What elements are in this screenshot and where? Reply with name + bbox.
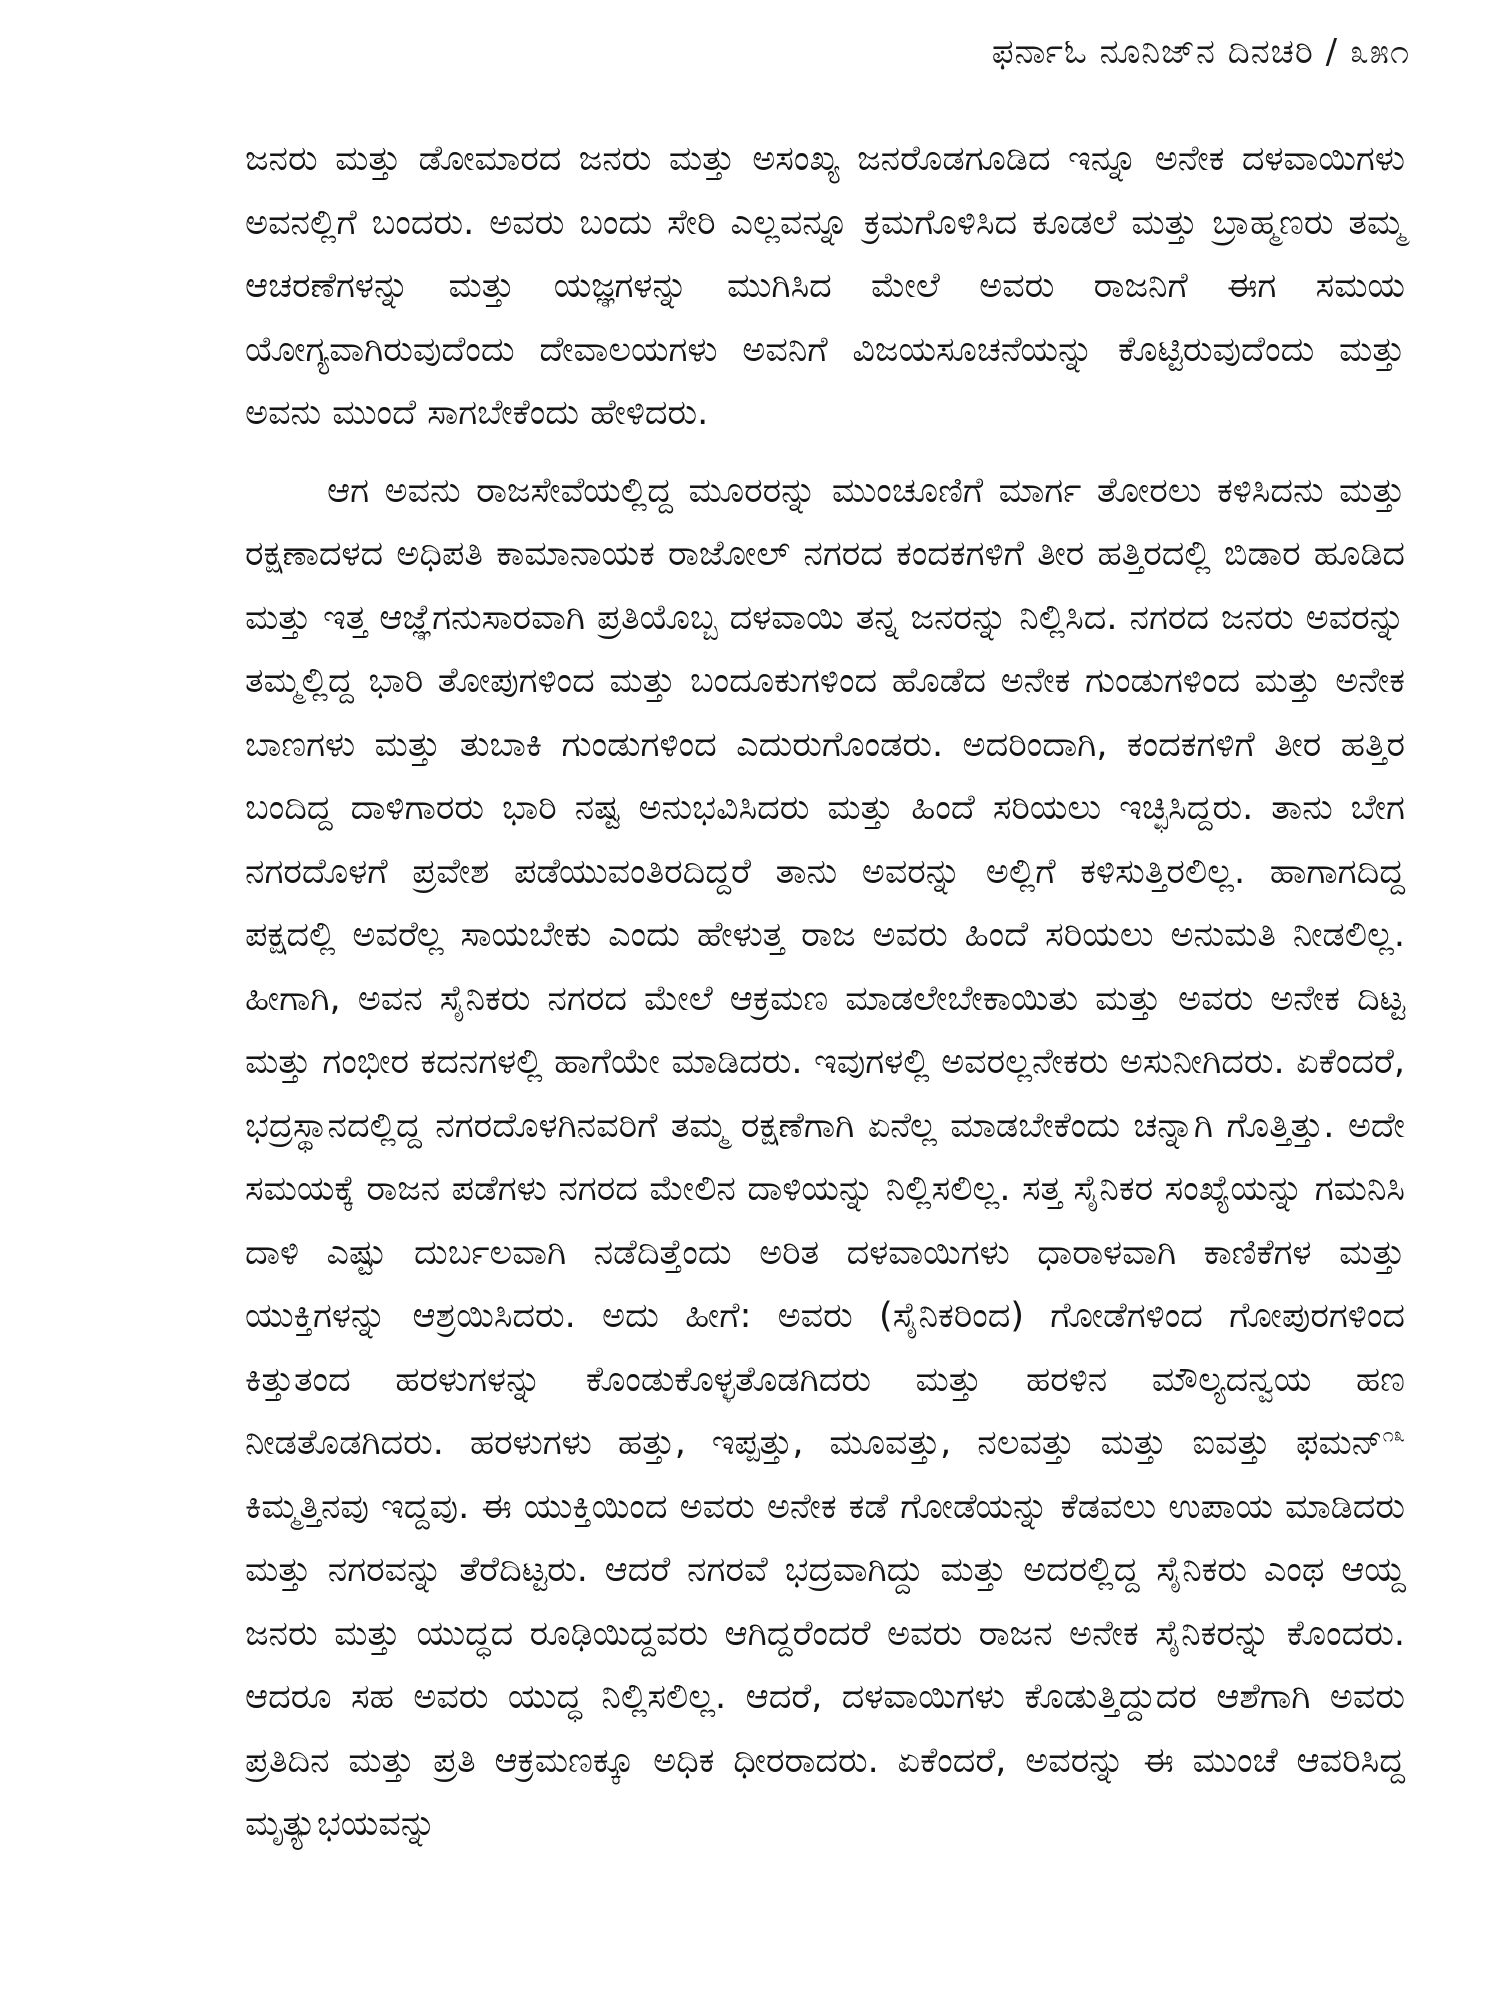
running-header: ಫರ್ನಾಓ ನೂನಿಜ್‌ನ ದಿನಚರಿ / ೩೫೧ [991,32,1410,72]
paragraph-2-text-after-note: ಕಿಮ್ಮತ್ತಿನವು ಇದ್ದವು. ಈ ಯುಕ್ತಿಯಿಂದ ಅವರು ಅನೇಕ ಕಡೆ ಗೋಡೆಯನ್ನು ಕೆಡವಲು ಉಪಾಯ ಮಾಡಿದರು ಮತ್ತು ನಗರವನ್ನು ತೆರೆದಿಟ್ಟರು. ಆದರೆ ನಗರವೆ ಭದ್ರವಾಗಿದ್ದು ಮತ್ತು ಅದರಲ್ಲಿದ್ದ ಸೈನಿಕರು ಎಂಥ ಆಯ್ದ ಜನರು ಮತ್ತು ಯುದ್ಧದ ರೂಢಿಯಿದ್ದವರು ಆಗಿದ್ದರೆಂದರೆ ಅವರು ರಾಜನ ಅನೇಕ ಸೈನಿಕರನ್ನು ಕೊಂದರು. ಆದರೂ ಸಹ ಅವರು ಯುದ್ಧ ನಿಲ್ಲಿಸಲಿಲ್ಲ. ಆದರೆ, ದಳವಾಯಿಗಳು ಕೊಡುತ್ತಿದ್ದುದರ ಆಶೆಗಾಗಿ ಅವರು ಪ್ರತಿದಿನ ಮತ್ತು ಪ್ರತಿ ಆಕ್ರಮಣಕ್ಕೂ ಅಧಿಕ ಧೀರರಾದರು. ಏಕೆಂದರೆ, ಅವರನ್ನು ಈ ಮುಂಚೆ ಆವರಿಸಿದ್ದ ಮೃತ್ಯುಭಯವನ್ನು [245,1486,1405,1844]
paragraph-2 [245,460,1405,1857]
page-body [245,128,1405,1857]
paragraph-1: ಜನರು ಮತ್ತು ಡೋಮಾರದ ಜನರು ಮತ್ತು ಅಸಂಖ್ಯ ಜನರೊಡಗೂಡಿದ ಇನ್ನೂ ಅನೇಕ ದಳವಾಯಿಗಳು ಅವನಲ್ಲಿಗೆ ಬಂದರು. ಅವರು ಬಂದು ಸೇರಿ ಎಲ್ಲವನ್ನೂ ಕ್ರಮಗೊಳಿಸಿದ ಕೂಡಲೆ ಮತ್ತು ಬ್ರಾಹ್ಮಣರು ತಮ್ಮ ಆಚರಣೆಗಳನ್ನು ಮತ್ತು ಯಜ್ಞಗಳನ್ನು ಮುಗಿಸಿದ ಮೇಲೆ ಅವರು ರಾಜನಿಗೆ ಈಗ ಸಮಯ ಯೋಗ್ಯವಾಗಿರುವುದೆಂದು ದೇವಾಲಯಗಳು ಅವನಿಗೆ ವಿಜಯಸೂಚನೆಯನ್ನು ಕೊಟ್ಟಿರುವುದೆಂದು ಮತ್ತು ಅವನು ಮುಂದೆ ಸಾಗಬೇಕೆಂದು ಹೇಳಿದರು. [245,139,1405,433]
paragraph-2-text-before-note: ಆಗ ಅವನು ರಾಜಸೇವೆಯಲ್ಲಿದ್ದ ಮೂರರನ್ನು ಮುಂಚೂಣಿಗೆ ಮಾರ್ಗ ತೋರಲು ಕಳಿಸಿದನು ಮತ್ತು ರಕ್ಷಣಾದಳದ ಅಧಿಪತಿ ಕಾಮಾನಾಯಕ ರಾಜೋಲ್ ನಗರದ ಕಂದಕಗಳಿಗೆ ತೀರ ಹತ್ತಿರದಲ್ಲಿ ಬಿಡಾರ ಹೂಡಿದ ಮತ್ತು ಇತ್ತ ಆಜ್ಞೆಗನುಸಾರವಾಗಿ ಪ್ರತಿಯೊಬ್ಬ ದಳವಾಯಿ ತನ್ನ ಜನರನ್ನು ನಿಲ್ಲಿಸಿದ. ನಗರದ ಜನರು ಅವರನ್ನು ತಮ್ಮಲ್ಲಿದ್ದ ಭಾರಿ ತೋಪುಗಳಿಂದ ಮತ್ತು ಬಂದೂಕುಗಳಿಂದ ಹೊಡೆದ ಅನೇಕ ಗುಂಡುಗಳಿಂದ ಮತ್ತು ಅನೇಕ ಬಾಣಗಳು ಮತ್ತು ತುಬಾಕಿ ಗುಂಡುಗಳಿಂದ ಎದುರುಗೊಂಡರು. ಅದರಿಂದಾಗಿ, ಕಂದಕಗಳಿಗೆ ತೀರ ಹತ್ತಿರ ಬಂದಿದ್ದ ದಾಳಿಗಾರರು ಭಾರಿ ನಷ್ಟ ಅನುಭವಿಸಿದರು ಮತ್ತು ಹಿಂದೆ ಸರಿಯಲು ಇಚ್ಛಿಸಿದ್ದರು. ತಾನು ಬೇಗ ನಗರದೊಳಗೆ ಪ್ರವೇಶ ಪಡೆಯುವಂತಿರದಿದ್ದರೆ ತಾನು ಅವರನ್ನು ಅಲ್ಲಿಗೆ ಕಳಿಸುತ್ತಿರಲಿಲ್ಲ. ಹಾಗಾಗದಿದ್ದ ಪಕ್ಷದಲ್ಲಿ ಅವರೆಲ್ಲ ಸಾಯಬೇಕು ಎಂದು ಹೇಳುತ್ತ ರಾಜ ಅವರು ಹಿಂದೆ ಸರಿಯಲು ಅನುಮತಿ ನೀಡಲಿಲ್ಲ. ಹೀಗಾಗಿ, ಅವನ ಸೈನಿಕರು ನಗರದ ಮೇಲೆ ಆಕ್ರಮಣ ಮಾಡಲೇಬೇಕಾಯಿತು ಮತ್ತು ಅವರು ಅನೇಕ ದಿಟ್ಟ ಮತ್ತು ಗಂಭೀರ ಕದನಗಳಲ್ಲಿ ಹಾಗೆಯೇ ಮಾಡಿದರು. ಇವುಗಳಲ್ಲಿ ಅವರಲ್ಲನೇಕರು ಅಸುನೀಗಿದರು. ಏಕೆಂದರೆ, ಭದ್ರಸ್ಥಾನದಲ್ಲಿದ್ದ ನಗರದೊಳಗಿನವರಿಗೆ ತಮ್ಮ ರಕ್ಷಣೆಗಾಗಿ ಏನೆಲ್ಲ ಮಾಡಬೇಕೆಂದು ಚನ್ನಾಗಿ ಗೊತ್ತಿತ್ತು. ಅದೇ ಸಮಯಕ್ಕೆ ರಾಜನ ಪಡೆಗಳು ನಗರದ ಮೇಲಿನ ದಾಳಿಯನ್ನು ನಿಲ್ಲಿಸಲಿಲ್ಲ. ಸತ್ತ ಸೈನಿಕರ ಸಂಖ್ಯೆಯನ್ನು ಗಮನಿಸಿ ದಾಳಿ ಎಷ್ಟು ದುರ್ಬಲವಾಗಿ ನಡೆದಿತ್ತೆಂದು ಅರಿತ ದಳವಾಯಿಗಳು ಧಾರಾಳವಾಗಿ ಕಾಣಿಕೆಗಳ ಮತ್ತು ಯುಕ್ತಿಗಳನ್ನು ಆಶ್ರಯಿಸಿದರು. ಅದು ಹೀಗೆ: ಅವರು (ಸೈನಿಕರಿಂದ) ಗೋಡೆಗಳಿಂದ ಗೋಪುರಗಳಿಂದ ಕಿತ್ತುತಂದ ಹರಳುಗಳನ್ನು ಕೊಂಡುಕೊಳ್ಳತೊಡಗಿದರು ಮತ್ತು ಹರಳಿನ ಮೌಲ್ಯದನ್ವಯ ಹಣ ನೀಡತೊಡಗಿದರು. ಹರಳುಗಳು ಹತ್ತು, ಇಪ್ಪತ್ತು, ಮೂವತ್ತು, ನಲವತ್ತು ಮತ್ತು ಐವತ್ತು ಫಮನ್ [245,470,1405,1463]
footnote-marker: ೧೩ [1382,1422,1405,1447]
